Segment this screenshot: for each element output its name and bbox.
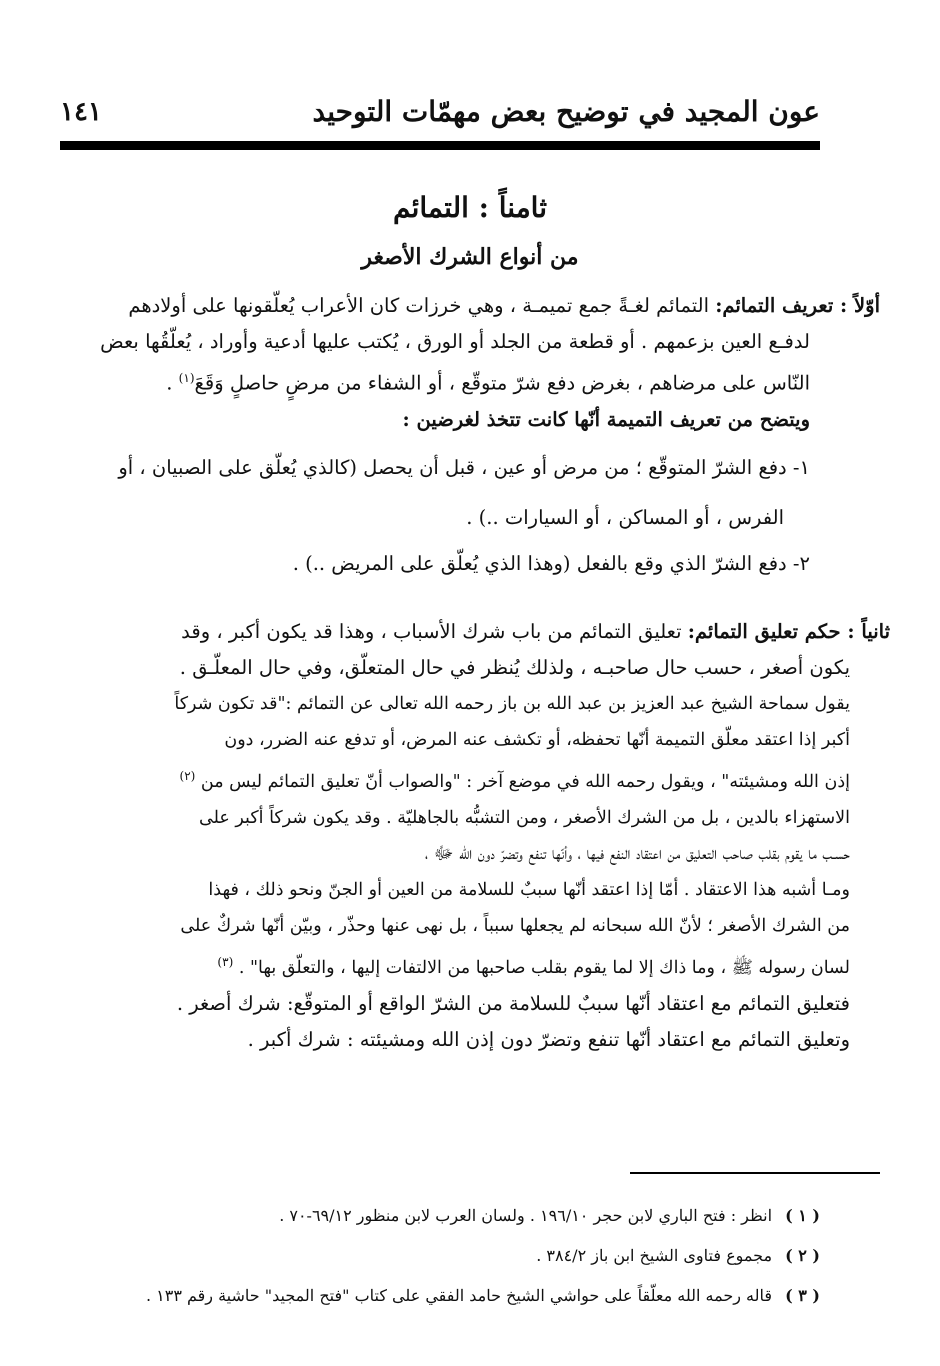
quote-line: ومـا أشبه هذا الاعتقاد . أمّا إذا اعتقد أنّها سببٌ للسلامة من العين أو الجنّ ونحو ذلك ، فهذا — [208, 879, 850, 900]
paragraph-line — [80, 288, 880, 324]
footnote-reference: (١) — [178, 371, 195, 385]
book-title: عون المجيد في توضيح بعض مهمّات التوحيد — [312, 95, 820, 128]
paragraph-text: تعليق التمائم من باب شرك الأسباب ، وهذا قد يكون أكبر ، وقد — [181, 620, 682, 643]
footnote — [100, 1196, 820, 1236]
paragraph-line: ويتضح من تعريف التميمة أنّها كانت تتخذ لغرضين : — [402, 407, 810, 431]
footnote-reference: (٣) — [217, 954, 234, 969]
paragraph-line: فتعليق التمائم مع اعتقاد أنّها سببٌ للسلامة من الشرّ الواقع أو المتوقّع: شرك أصغر . — [176, 991, 850, 1015]
list-item: ٢- دفع الشرّ الذي وقع بالفعل (وهذا الذي يُعلّق على المريض ..) . — [292, 551, 810, 575]
footnote-text: قاله رحمه الله معلّقاً على حواشي الشيخ حامد الفقي على كتاب "فتح المجيد" حاشية رقم ١٣٣ . — [145, 1286, 773, 1305]
footnote-rule — [630, 1172, 880, 1174]
section-label: أوّلاً : تعريف التمائم: — [715, 294, 880, 317]
quote-text: إذن الله ومشيئته" ، ويقول رحمه الله في موضع آخر : "والصواب أنّ تعليق التمائم ليس من — [200, 771, 850, 792]
footnote-marker: ( ١ ) — [785, 1206, 820, 1225]
paragraph-line: لدفـع العين بزعمهم . أو قطعة من الجلد أو الورق ، يُكتب عليها أدعية وأوراد ، يُعلّقُها بعض — [100, 330, 810, 353]
paragraph-text: التمائم لغـةً جمع تميمـة ، وهي خرزات كان الأعراب يُعلّقونها على أولادهم — [128, 294, 709, 317]
page-number: ١٤١ — [60, 97, 102, 127]
list-item: ١- دفع الشرّ المتوقّع ؛ من مرض أو عين ، قبل أن يحصل (كالذي يُعلّق على الصبيان ، أو — [118, 455, 810, 479]
footnote-marker: ( ٣ ) — [785, 1286, 820, 1305]
section-ruling — [80, 614, 890, 1058]
running-header — [60, 92, 820, 132]
footnote-text: مجموع فتاوى الشيخ ابن باز ٣٨٤/٢ . — [536, 1246, 773, 1265]
footnotes — [100, 1196, 820, 1316]
quote-line: الاستهزاء بالدين ، بل من الشرك الأصغر ، ومن التشبُّه بالجاهليّة . وقد يكون شركاً أكبر على — [199, 807, 850, 828]
paragraph-line — [80, 360, 880, 402]
paragraph-line: يكون أصغر ، حسب حال صاحبـه ، ولذلك يُنظر في حال المتعلّق، وفي حال المعلّـق . — [179, 656, 850, 679]
quote-line: من الشرك الأصغر ؛ لأنّ الله سبحانه لم يجعلها سبباً ، بل نهى عنها وحذّر ، وبيّن أنّها شركٌ على — [180, 915, 850, 936]
footnote — [100, 1276, 820, 1316]
footnote — [100, 1236, 820, 1276]
footnote-reference: (٢) — [179, 769, 196, 783]
quotation — [80, 686, 890, 986]
paragraph-text: النّاس على مرضاهم ، بغرض دفع شرّ متوقّع ، أو الشفاء من مرضٍ حاصلٍ وَقَعَ — [194, 371, 810, 395]
quote-line — [80, 944, 850, 986]
chapter-title: ثامناً : التمائم — [392, 191, 548, 224]
list-item-continuation: الفرس ، أو المساكن ، أو السيارات ..) . — [466, 505, 784, 529]
footnote-marker: ( ٢ ) — [785, 1246, 820, 1265]
quote-text: لسان رسوله ﷺ ، وما ذاك إلا لما يقوم بقلب صاحبها من الالتفات إليها ، والتعلّق بها" . — [238, 957, 850, 978]
quote-line: أكبر إذا اعتقد معلّق التميمة أنّها تحفظه، أو تكشف عنه المرض، أو تدفع عنه الضرر، دون — [224, 730, 850, 750]
quote-line: يقول سماحة الشيخ عبد العزيز بن عبد الله بن باز رحمه الله تعالى عن التمائم :"قد تكون شركاً — [174, 694, 850, 714]
paragraph-line: وتعليق التمائم مع اعتقاد أنّها تنفع وتضرّ دون إذن الله ومشيئته : شرك أكبر . — [247, 1027, 850, 1051]
section-label: ثانياً : حكم تعليق التمائم: — [687, 620, 890, 643]
quote-line: حسـب ما يقوم بقلب صاحب التعليق من اعتقاد النفع فيها ، وأنّها تنفع وتضرّ دون الله ﷻ ، — [424, 843, 850, 864]
paragraph-text: . — [166, 371, 173, 395]
quote-line — [80, 758, 850, 800]
header-rule — [60, 141, 820, 150]
chapter-subtitle: من أنواع الشرك الأصغر — [361, 244, 579, 270]
paragraph-line — [80, 614, 890, 650]
section-definition — [80, 288, 880, 582]
footnote-text: انظر : فتح الباري لابن حجر ١٩٦/١٠ . ولسان العرب لابن منظور ٦٩/١٢-٧٠ . — [279, 1206, 773, 1225]
